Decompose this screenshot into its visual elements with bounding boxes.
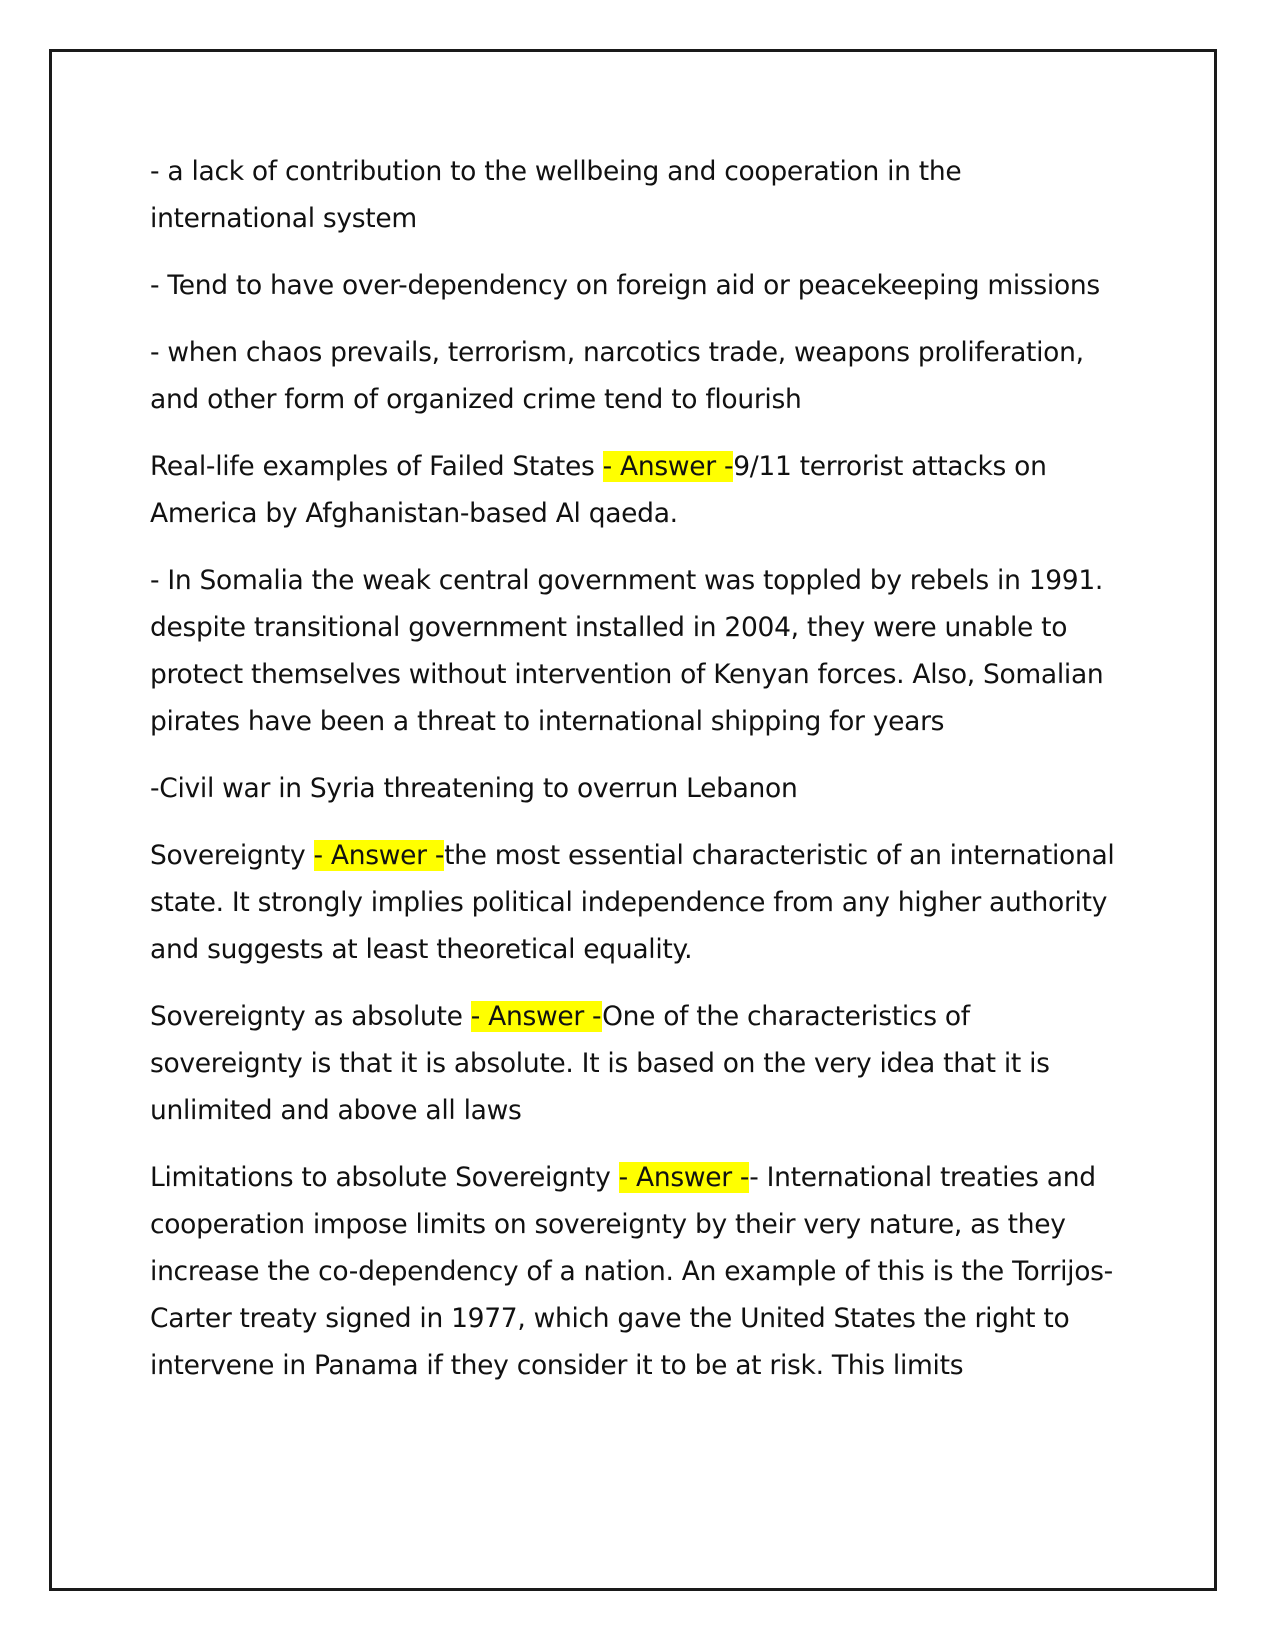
qa-paragraph-sovereignty xyxy=(150,832,1130,973)
answer-text: 9/11 terrorist attacks on America by Afghanistan-based Al qaeda. xyxy=(150,451,1047,529)
bullet-paragraph: - a lack of contribution to the wellbeing and cooperation in the international system xyxy=(150,156,962,234)
answer-text: - International treaties and cooperation impose limits on sovereignty by their very nature, as they increase the co-dependency of a nation. An example of this is the Torrijos-Carter treaty signed in 1977, which gave the United States the right to intervene in Panama if they consider it to be at risk. This limits xyxy=(150,1162,1113,1381)
document-body xyxy=(150,148,1130,1409)
answer-highlight-marker: - Answer - xyxy=(618,1162,750,1193)
qa-paragraph-sovereignty-limitations xyxy=(150,1154,1130,1389)
question-term: Sovereignty xyxy=(150,840,314,871)
qa-paragraph-sovereignty-absolute xyxy=(150,993,1130,1134)
answer-highlight-marker: - Answer - xyxy=(470,1001,603,1032)
question-term: Real-life examples of Failed States xyxy=(150,451,603,482)
answer-text: One of the characteristics of sovereignty is that it is absolute. It is based on the very idea that it is unlimited and above all laws xyxy=(150,1001,1050,1126)
qa-paragraph-failed-states-examples xyxy=(150,443,1130,537)
bullet-paragraph: - Tend to have over-dependency on foreign aid or peacekeeping missions xyxy=(150,270,1100,301)
question-term: Limitations to absolute Sovereignty xyxy=(150,1162,619,1193)
bullet-paragraph: - when chaos prevails, terrorism, narcotics trade, weapons proliferation, and other form of organized crime tend to flourish xyxy=(150,337,1084,415)
bullet-paragraph: - In Somalia the weak central government was toppled by rebels in 1991. despite transitional government installed in 2004, they were unable to protect themselves without intervention of Kenyan forces. Also, Somalian pirates have been a threat to international shipping for years xyxy=(150,565,1104,737)
bullet-paragraph: -Civil war in Syria threatening to overrun Lebanon xyxy=(150,773,798,804)
answer-text: the most essential characteristic of an international state. It strongly implies political independence from any higher authority and suggests at least theoretical equality. xyxy=(150,840,1115,965)
answer-highlight-marker: - Answer - xyxy=(313,840,445,871)
answer-highlight-marker: - Answer - xyxy=(602,451,734,482)
question-term: Sovereignty as absolute xyxy=(150,1001,471,1032)
